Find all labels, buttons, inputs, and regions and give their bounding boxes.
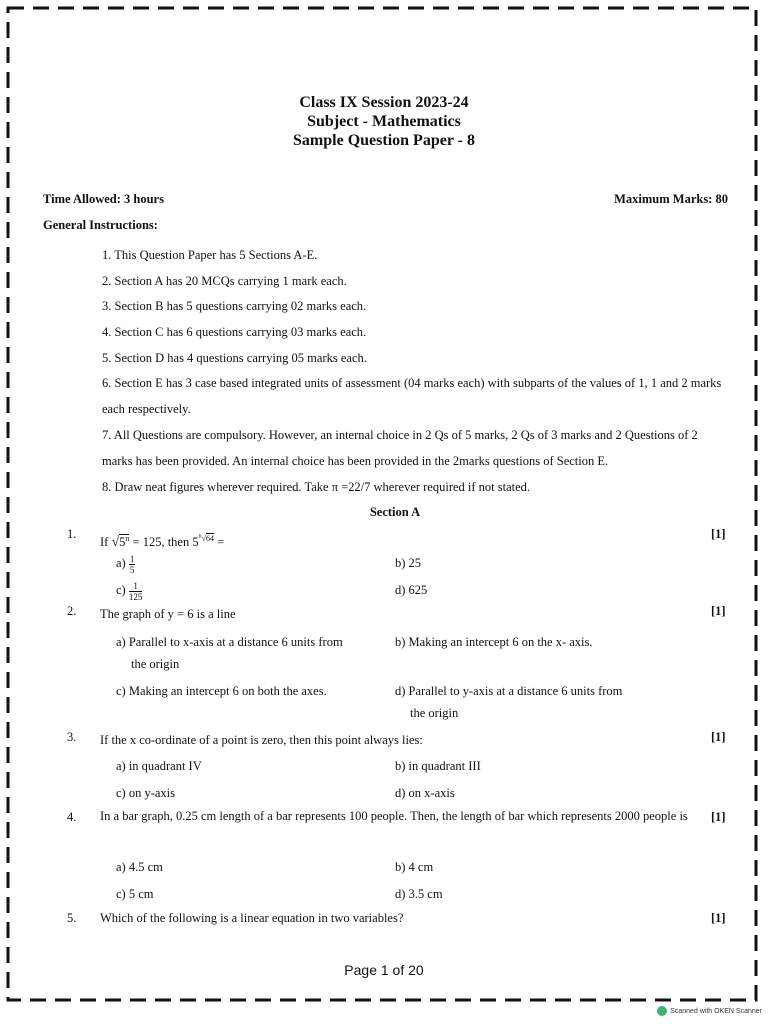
page-number: Page 1 of 20	[344, 962, 424, 978]
question-number: 4.	[67, 810, 77, 824]
radicand-exponent: n	[125, 533, 130, 543]
instruction-item: 1. This Question Paper has 5 Sections A-E.	[102, 248, 318, 262]
option-c[interactable]: c) on y-axis	[116, 786, 176, 800]
question-text: If the x co-ordinate of a point is zero, then this point always lies:	[100, 733, 423, 747]
scanner-logo-icon	[657, 1006, 667, 1016]
fraction-denominator: 125	[128, 591, 143, 602]
option-d[interactable]: d) on x-axis	[395, 786, 455, 800]
option-b[interactable]: b) Making an intercept 6 on the x- axis.	[395, 635, 593, 649]
instruction-item: 5. Section D has 4 questions carrying 05 marks each.	[102, 351, 367, 365]
general-instructions-heading: General Instructions:	[43, 218, 158, 232]
root-index: n	[198, 533, 202, 539]
fraction	[129, 554, 136, 575]
option-c[interactable]: c) Making an intercept 6 on both the axes.	[116, 684, 327, 698]
option-a[interactable]: a) 4.5 cm	[116, 860, 163, 874]
option-b[interactable]: b) in quadrant III	[395, 759, 481, 773]
fraction-numerator: 1	[129, 553, 135, 564]
instruction-item: 2. Section A has 20 MCQs carrying 1 mark each.	[102, 274, 347, 288]
option-text: the origin	[410, 706, 459, 720]
paper-title: Sample Question Paper - 8	[293, 132, 475, 149]
instruction-item: 7. All Questions are compulsory. However, an internal choice in 2 Qs of 5 marks, 2 Qs of 3 marks and 2 Questions of 2 marks has been provided. An internal choice has been provided in the 2marks questions of Section E.	[102, 428, 698, 468]
dashed-border	[6, 6, 758, 1002]
fraction-denominator: 5	[129, 564, 135, 575]
option-text: d) Parallel to y-axis at a distance 6 units from	[395, 684, 623, 698]
root-radicand: 64	[205, 533, 214, 543]
question-text-part: If	[100, 534, 112, 549]
option-d[interactable]: d) 3.5 cm	[395, 887, 443, 901]
question-text-part: =	[213, 534, 225, 549]
option-c[interactable]: c) 5 cm	[116, 887, 154, 901]
question-marks: [1]	[711, 911, 726, 925]
question-text	[100, 524, 700, 555]
option-d[interactable]	[395, 680, 622, 724]
option-c[interactable]	[116, 579, 142, 602]
instruction-item: 3. Section B has 5 questions carrying 02 marks each.	[102, 299, 367, 313]
option-b[interactable]: b) 25	[395, 556, 422, 570]
paper-class-title: Class IX Session 2023-24	[299, 94, 469, 111]
option-label: c)	[116, 583, 129, 597]
question-text: Which of the following is a linear equation in two variables?	[100, 911, 404, 925]
question-text-part: = 125, then	[129, 534, 193, 549]
question-marks: [1]	[711, 527, 726, 541]
question-number: 3.	[67, 730, 77, 744]
power-base: 5	[192, 534, 199, 549]
radicand	[119, 534, 129, 549]
option-a[interactable]	[116, 631, 343, 675]
question-text: The graph of y = 6 is a line	[100, 607, 236, 621]
time-allowed: Time Allowed: 3 hours	[43, 192, 164, 206]
option-d[interactable]: d) 625	[395, 583, 428, 597]
page-border	[6, 6, 758, 1002]
question-marks: [1]	[711, 730, 726, 744]
question-text: In a bar graph, 0.25 cm length of a bar represents 100 people. Then, the length of bar which represents 2000 people is	[100, 809, 688, 823]
sqrt-symbol: √	[111, 534, 120, 550]
option-b[interactable]: b) 4 cm	[395, 860, 434, 874]
question-number: 1.	[67, 527, 77, 541]
fraction-numerator: 1	[129, 581, 143, 592]
maximum-marks: Maximum Marks: 80	[614, 192, 728, 206]
radicand-base: 5	[119, 534, 126, 549]
option-a[interactable]: a) in quadrant IV	[116, 759, 202, 773]
question-number: 5.	[67, 911, 77, 925]
fraction	[129, 581, 143, 602]
option-a[interactable]	[116, 552, 135, 575]
paper-subject-title: Subject - Mathematics	[307, 113, 461, 130]
question-marks: [1]	[711, 810, 726, 824]
instruction-item: 6. Section E has 3 case based integrated units of assessment (04 marks each) with subparts of the values of 1, 1 and 2 marks each respectively.	[102, 376, 722, 416]
option-text: the origin	[131, 657, 180, 671]
instruction-item: 8. Draw neat figures wherever required. Take π =22/7 wherever required if not stated.	[102, 480, 531, 494]
option-text: a) Parallel to x-axis at a distance 6 units from	[116, 635, 343, 649]
section-heading: Section A	[369, 505, 421, 519]
scanner-text: Scanned with OKEN Scanner	[670, 1007, 762, 1015]
option-label: a)	[116, 556, 129, 570]
sqrt-symbol: √	[201, 533, 206, 543]
question-number: 2.	[67, 604, 77, 618]
instruction-item: 4. Section C has 6 questions carrying 03 marks each.	[102, 325, 367, 339]
question-marks: [1]	[711, 604, 726, 618]
scanner-watermark	[657, 1006, 762, 1016]
